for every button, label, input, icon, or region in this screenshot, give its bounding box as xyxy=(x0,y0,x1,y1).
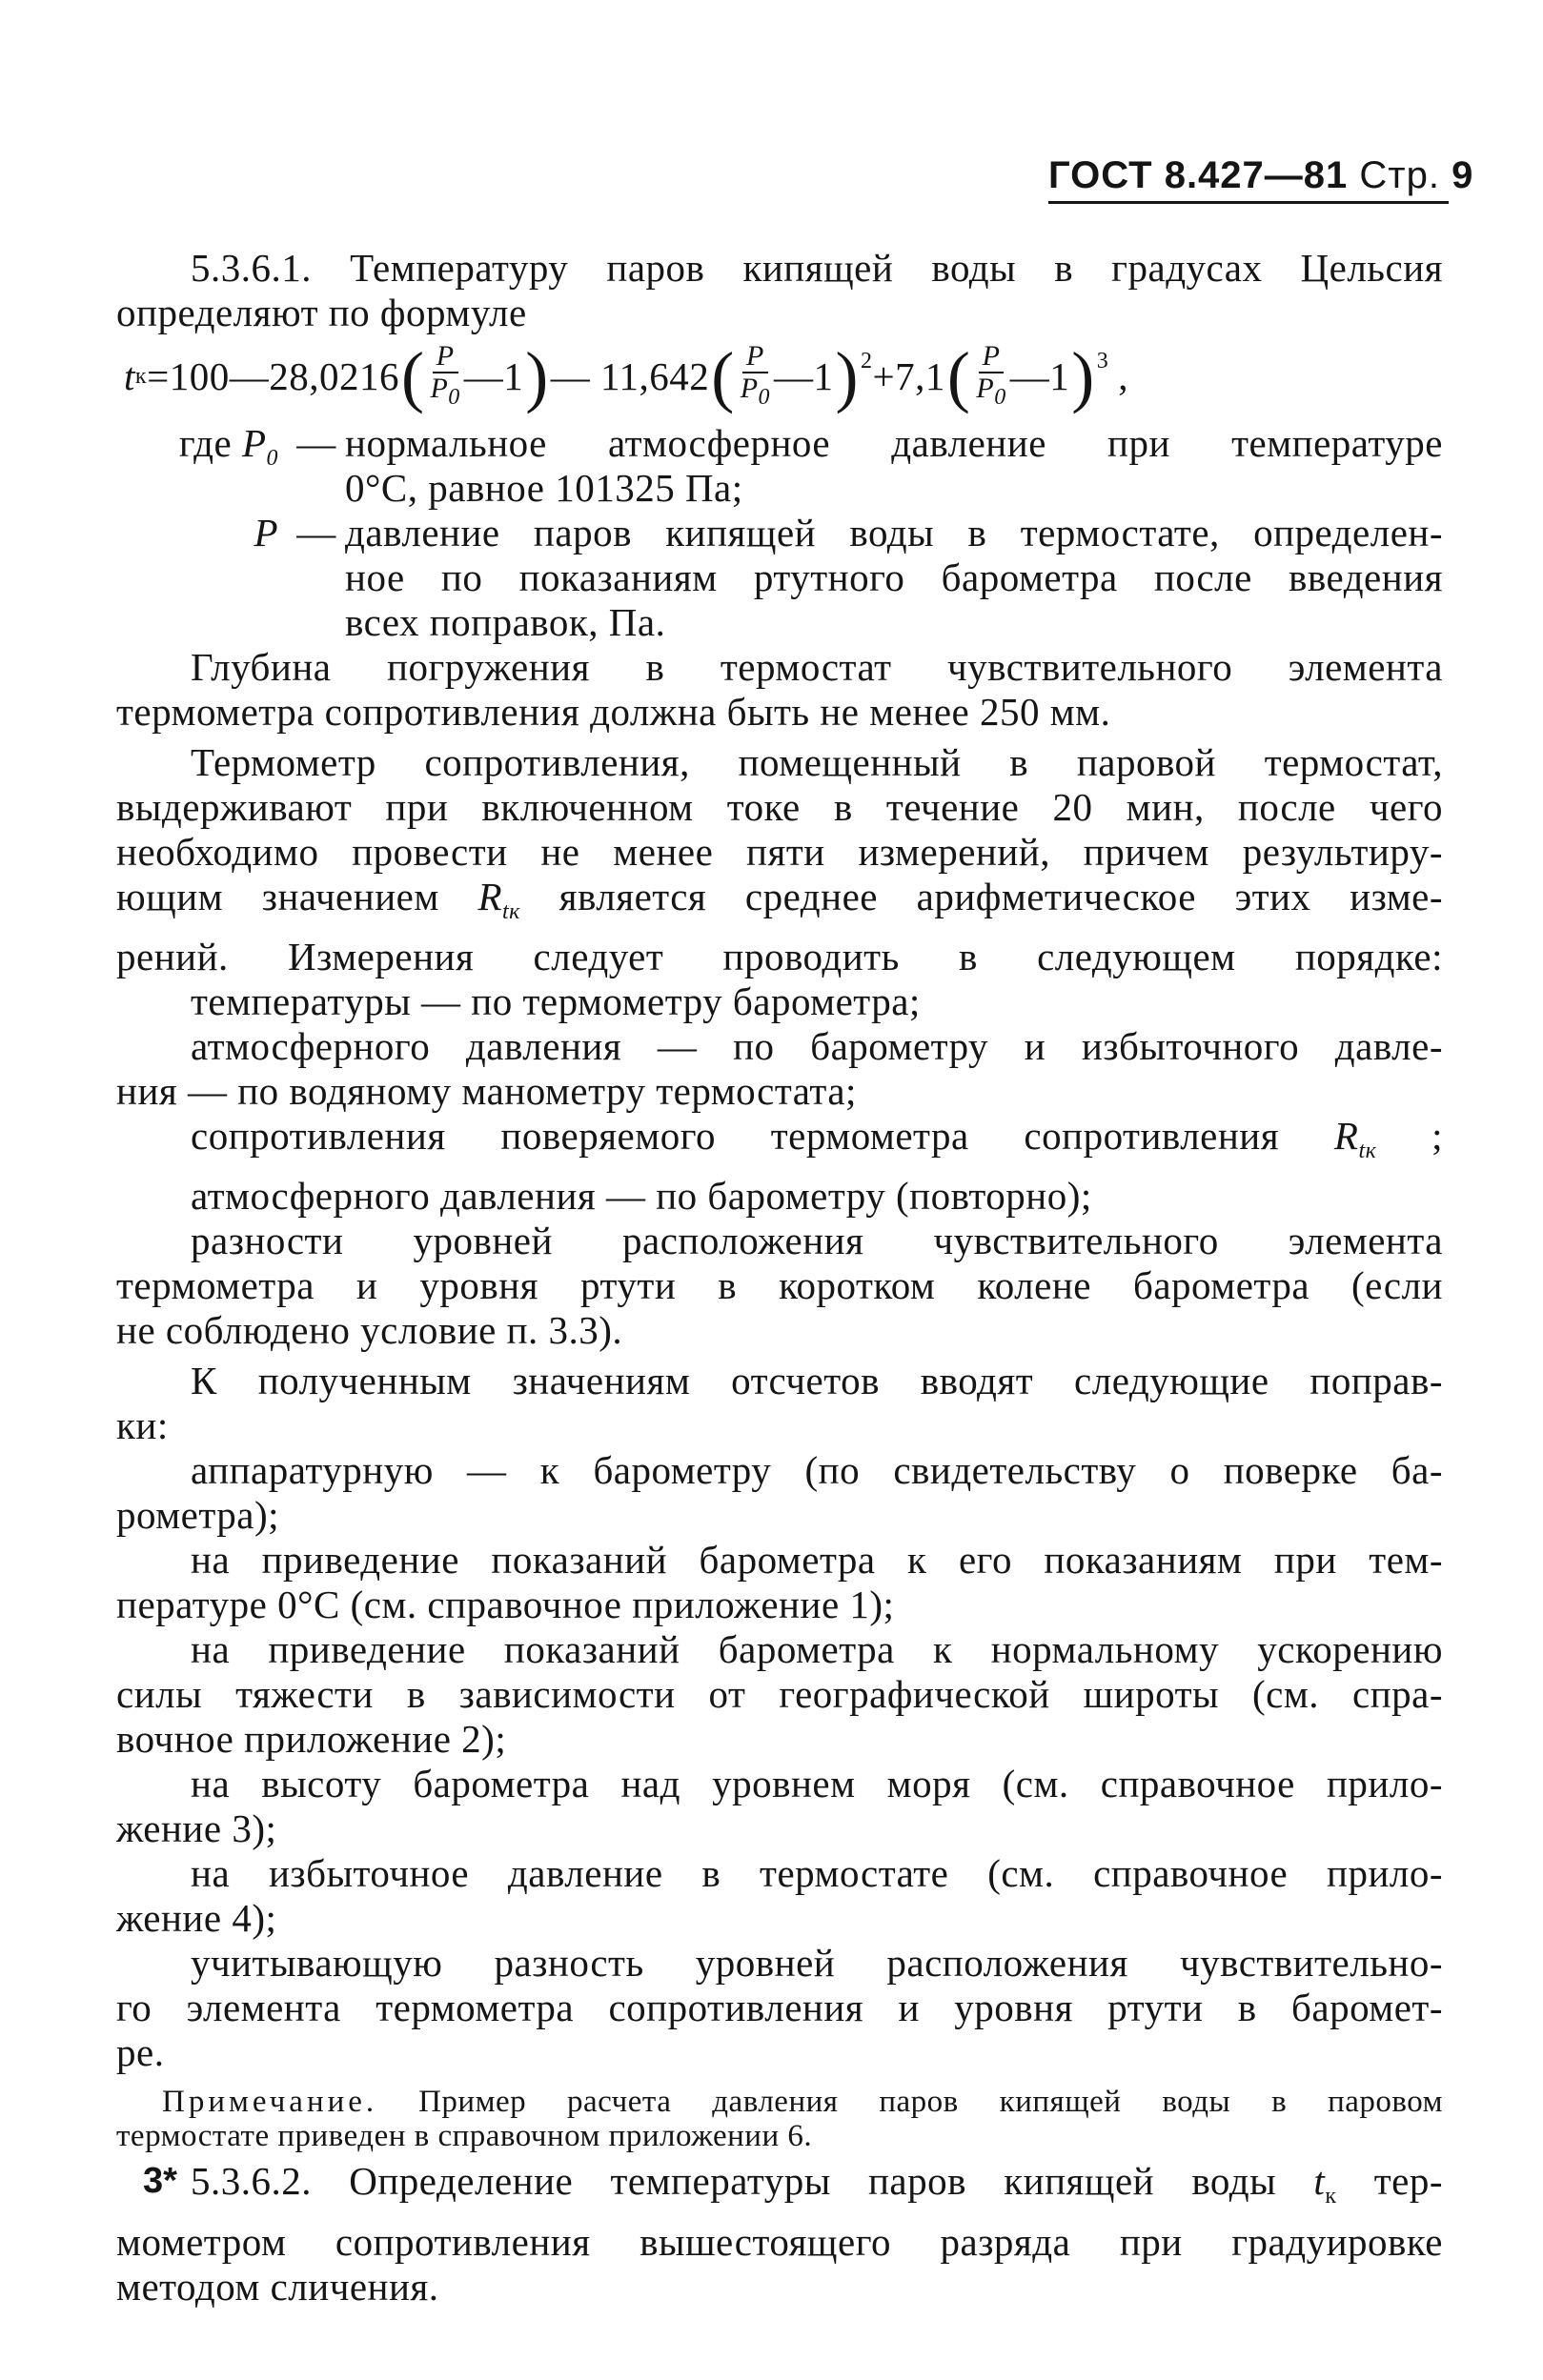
denominator-symbol: P xyxy=(740,372,759,404)
paragraph-line: 5.3.6.1. Температуру паров кипящей воды в градусах Цельсия xyxy=(191,246,1443,290)
list-item-continuation: пературе 0°С (см. справочное приложение 1); xyxy=(116,1583,895,1627)
definition-symbol: P xyxy=(254,511,278,555)
text-run: сопротивления поверяемого термометра сопротивления xyxy=(191,1114,1280,1159)
definition-line: ное по показаниям ртутного барометра после введения xyxy=(345,555,1443,599)
formula-lhs: t xyxy=(124,353,135,398)
list-item: на избыточное давление в термостате (см. справочное прило- xyxy=(191,1851,1443,1896)
list-item: на высоту барометра над уровнем моря (см. справочное прило- xyxy=(191,1762,1443,1806)
formula-minus-one: —1 xyxy=(463,353,524,398)
paragraph-line xyxy=(116,875,1443,935)
symbol-p0-sub: 0 xyxy=(266,446,278,472)
denominator-sub: 0 xyxy=(758,384,771,410)
symbol-group xyxy=(1313,2159,1337,2209)
symbol-r: R xyxy=(477,875,503,918)
definition-line: давление паров кипящей воды в термостате, определен- xyxy=(345,511,1443,555)
measurement-order-list xyxy=(116,979,1444,1353)
fraction-numerator: P xyxy=(433,341,458,373)
text-run: 5.3.6.2. Определение температуры паров кипящей воды xyxy=(191,2159,1277,2204)
formula-paren: ( xyxy=(400,338,425,414)
definition-symbol xyxy=(116,421,288,511)
list-item-continuation: ре. xyxy=(116,2030,165,2075)
corrections-intro: ки: xyxy=(116,1403,169,1448)
list-item-continuation: ния — по водяному манометру термостата; xyxy=(116,1069,857,1114)
paragraph-line: выдерживают при включенном токе в течение 20 мин, после чего xyxy=(116,785,1443,829)
formula-paren: ( xyxy=(946,338,971,414)
note-label: Примечание. xyxy=(162,2085,378,2120)
list-item-continuation: рометра); xyxy=(116,1493,280,1538)
list-item-continuation: го элемента термометра сопротивления и уровня ртути в баромет- xyxy=(116,1986,1443,2030)
where-word: где xyxy=(178,421,233,465)
formula-paren: ( xyxy=(711,338,735,414)
denominator-sub: 0 xyxy=(448,384,460,410)
fraction-numerator: P xyxy=(979,341,1005,373)
semicolon: ; xyxy=(1431,1114,1444,1159)
paragraph-line: термометра сопротивления должна быть не менее 250 мм. xyxy=(116,690,1111,734)
formula-paren: ) xyxy=(1071,338,1095,414)
list-item-continuation: термометра и уровня ртути в коротком колене барометра (если xyxy=(116,1263,1443,1308)
list-item: атмосферного давления — по барометру и избыточного давле- xyxy=(191,1024,1443,1069)
text-run: является среднее арифметическое этих изме- xyxy=(558,875,1444,918)
symbol-t: t xyxy=(1313,2159,1326,2204)
paragraph-line: необходимо провести не менее пяти измерений, причем результиру- xyxy=(116,830,1443,874)
formula-fraction xyxy=(430,341,459,413)
note-line xyxy=(116,2085,1443,2119)
list-item-continuation: жение 4); xyxy=(116,1896,277,1941)
formula-fraction xyxy=(741,341,770,413)
list-item: температуры — по термометру барометра; xyxy=(191,979,921,1024)
formula-lhs-sub: к xyxy=(134,363,148,389)
boiling-point-formula xyxy=(124,339,1443,413)
list-item-continuation: жение 3); xyxy=(116,1806,277,1851)
definition-p xyxy=(116,511,1443,645)
list-item: учитывающую разность уровней расположения чувствительно- xyxy=(191,1941,1443,1986)
symbol-group xyxy=(1333,1114,1444,1164)
immersion-depth-paragraph xyxy=(116,645,1443,735)
corrections-list xyxy=(116,1359,1443,2075)
definition-text xyxy=(345,421,1443,511)
paragraph-line: мометром сопротивления вышестоящего разряда при градуировке xyxy=(116,2219,1443,2264)
fraction-denominator xyxy=(976,373,1005,413)
definition-dash: — xyxy=(296,421,336,465)
formula-paren: ) xyxy=(525,338,549,414)
formula-term-3: +7,1 xyxy=(872,353,945,398)
list-item: аппаратурную — к барометру (по свидетельству о поверке ба- xyxy=(191,1448,1443,1493)
paragraph-line: методом сличения. xyxy=(116,2264,439,2309)
formula-term-1: =100—28,0216 xyxy=(147,353,399,398)
symbol-r: R xyxy=(1333,1114,1359,1159)
note-text: Пример расчета давления паров кипящей воды в паровом xyxy=(418,2085,1443,2120)
corrections-intro: К полученным значениям отсчетов вводят следующие поправ- xyxy=(191,1359,1443,1403)
page-header xyxy=(1048,154,1474,204)
formula-minus-one: —1 xyxy=(1009,353,1070,398)
text-run: тер- xyxy=(1373,2159,1444,2204)
symbol-r-sub: tк xyxy=(1358,1139,1377,1164)
paragraph-line: определяют по формуле xyxy=(116,291,527,334)
definition-line: всех поправок, Па. xyxy=(345,600,666,644)
formula-fraction xyxy=(976,341,1005,413)
list-item: атмосферного давления — по барометру (повторно); xyxy=(191,1174,1092,1219)
note-line: термостате приведен в справочном приложении 6. xyxy=(116,2119,813,2154)
standard-number: ГОСТ 8.427—81 xyxy=(1048,154,1349,196)
formula-square: 2 xyxy=(861,349,873,373)
symbol-t-sub: к xyxy=(1325,2184,1337,2209)
denominator-sub: 0 xyxy=(994,384,1006,410)
definition-dash: — xyxy=(296,511,336,555)
signature-mark: 3* xyxy=(143,2161,177,2201)
formula-term-2: — 11,642 xyxy=(550,353,710,398)
measurement-paragraph xyxy=(116,740,1443,979)
note-block xyxy=(116,2085,1443,2153)
fraction-denominator xyxy=(741,373,770,413)
formula-comma: , xyxy=(1118,353,1128,398)
page-number: 9 xyxy=(1452,154,1474,196)
document-body xyxy=(116,246,1443,2309)
list-item-continuation: силы тяжести в зависимости от географической широты (см. спра- xyxy=(116,1672,1443,1717)
section-5-3-6-2-paragraph xyxy=(116,2159,1443,2309)
formula-minus-one: —1 xyxy=(774,353,834,398)
symbol-r-sub: tк xyxy=(502,899,520,925)
paragraph-line xyxy=(116,2159,1443,2219)
variable-definitions xyxy=(116,421,1443,645)
list-item-continuation: вочное приложение 2); xyxy=(116,1717,507,1762)
list-item-continuation: не соблюдено условие п. 3.3). xyxy=(116,1308,623,1353)
symbol-p0: P xyxy=(241,421,267,465)
denominator-symbol: P xyxy=(430,372,449,404)
definition-p0 xyxy=(116,421,1443,511)
definition-line: нормальное атмосферное давление при температуре xyxy=(345,421,1443,465)
section-5-3-6-1-paragraph xyxy=(116,246,1443,335)
paragraph-line: Глубина погружения в термостат чувствительного элемента xyxy=(191,645,1443,689)
paragraph-line: рений. Измерения следует проводить в следующем порядке: xyxy=(116,935,1443,979)
formula-cube: 3 xyxy=(1096,349,1109,373)
paragraph-line: Термометр сопротивления, помещенный в паровой термостат, xyxy=(191,740,1443,784)
fraction-denominator xyxy=(430,373,459,413)
list-item: разности уровней расположения чувствительного элемента xyxy=(191,1219,1443,1263)
denominator-symbol: P xyxy=(976,372,995,404)
list-item: на приведение показаний барометра к его показаниям при тем- xyxy=(191,1538,1443,1583)
page-label: Стр. xyxy=(1359,154,1440,196)
list-item xyxy=(191,1114,1443,1174)
definition-line: 0°С, равное 101325 Па; xyxy=(345,466,743,510)
list-item: на приведение показаний барометра к нормальному ускорению xyxy=(191,1627,1443,1672)
fraction-numerator: P xyxy=(742,341,768,373)
text-run: ющим значением xyxy=(116,875,439,918)
formula-paren: ) xyxy=(835,338,860,414)
definition-text xyxy=(345,511,1443,645)
